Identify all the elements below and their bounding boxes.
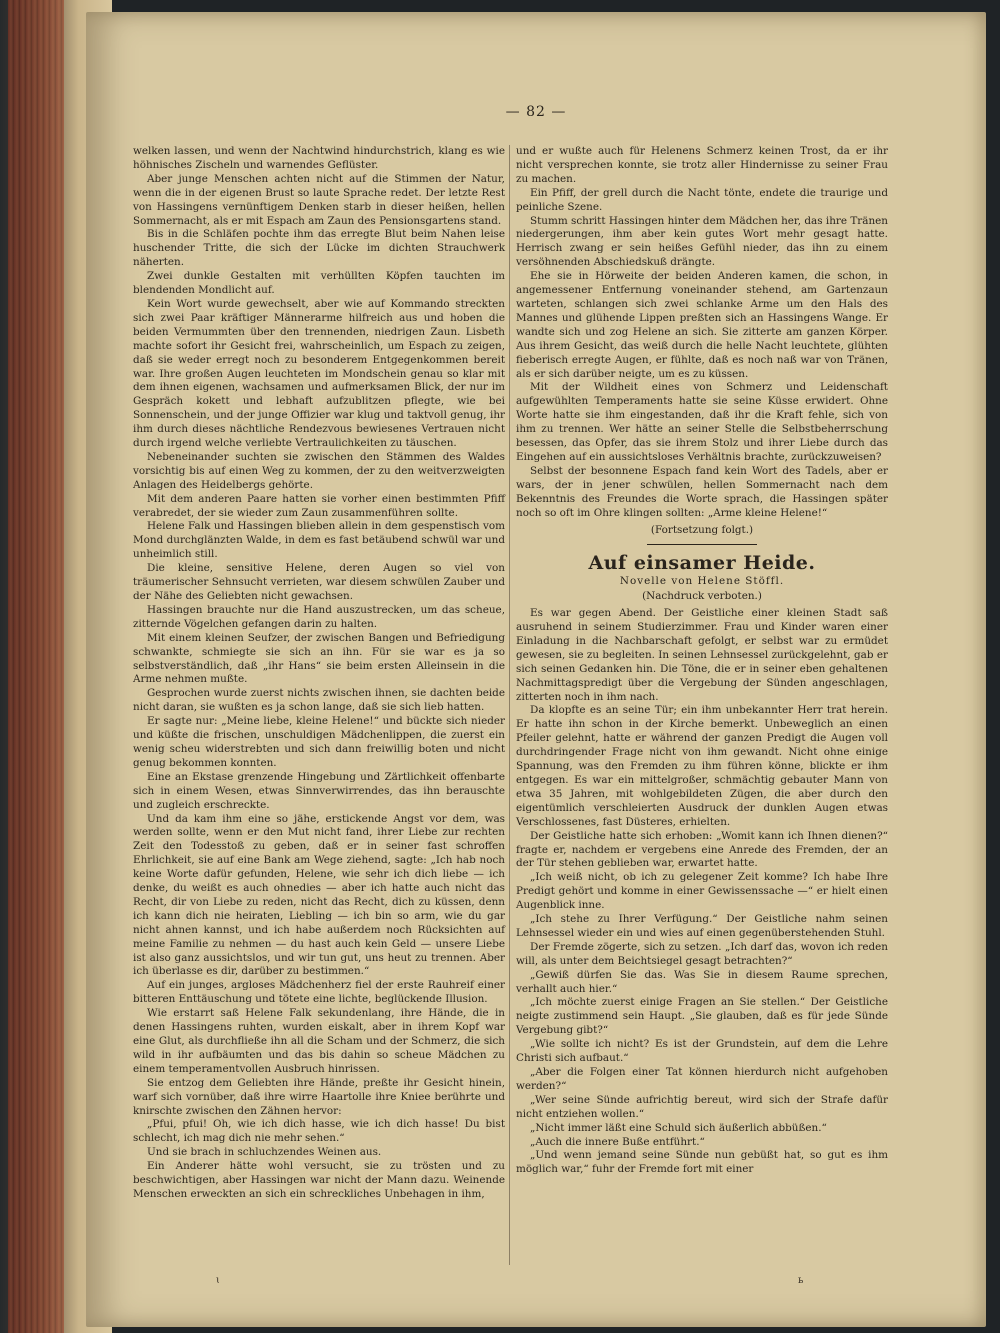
left-paragraph: Und sie brach in schluchzendes Weinen aus. <box>147 1146 382 1159</box>
right-paragraph: Ein Pfiff, der grell durch die Nacht tönte, endete die traurige und peinliche Szene. <box>516 186 888 213</box>
left-paragraph: Und da kam ihm eine so jähe, erstickende Angst vor dem, was werden sollte, wenn er den Mut nicht fand, ihrer Liebe zur rechten Zeit den Todesstoß zu geben, daß er in seiner fast schroffen Ehrlichkeit, sie auf eine Bank am Wege ziehend, sagte: „Ich hab noch keine Worte dafür gefunden, Helene, wie sehr ich dich liebe — ich denke, du weißt es auch ohnedies — aber ich hatte auch nicht das Recht, dir von Liebe zu reden, nicht das Recht, dich zu küssen, denn ich kann dich nie heiraten, Liebling — ich bin so arm, wie du gar nicht ahnen kannst, und ich habe außerdem noch Rücksichten auf meine Familie zu nehmen — du hast auch kein Geld — unsere Liebe ist also ganz aussichtslos, und wir tun gut, uns heut zu trennen. Aber ich überlasse es dir, darüber zu bestimmen.“ <box>133 812 505 978</box>
right-paragraph: Mit der Wildheit eines von Schmerz und Leidenschaft aufgewühlten Temperaments hatte sie seine Küsse erwidert. Ohne Worte hatte sie ihm eingestanden, daß ihr die Kraft fehle, sich von ihm zu trennen. Wer hätte an seiner Stelle die Selbstbeherrschung besessen, das Opfer, das sie ihrem Stolz und ihrer Liebe durch das Eingehen auf ein aussichtsloses Verhältnis brachte, zurückzuweisen? <box>516 381 888 463</box>
left-paragraph: Zwei dunkle Gestalten mit verhüllten Köpfen tauchten im blendenden Mondlicht auf. <box>133 270 505 297</box>
page-number: — 82 — <box>505 104 567 120</box>
story-paragraph: Der Fremde zögerte, sich zu setzen. „Ich darf das, wovon ich reden will, als unter dem Beichtsiegel gesagt betrachten?“ <box>516 940 888 967</box>
story-paragraph: „Ich stehe zu Ihrer Verfügung.“ Der Geistliche nahm seinen Lehnsessel wieder ein und wies auf einen gegenüberstehenden Stuhl. <box>516 913 888 939</box>
story-paragraph: „Wer seine Sünde aufrichtig bereut, wird sich der Strafe dafür nicht entziehen wollen.“ <box>516 1093 888 1120</box>
newspaper-page <box>86 12 986 1327</box>
left-paragraph: Ein Anderer hätte wohl versucht, sie zu trösten und zu beschwichtigen, aber Hassingen war nicht der Mann dazu. Weinende Menschen erweckten an sich ein schreckliches Unbehagen in ihm, <box>133 1160 505 1200</box>
left-paragraph: Gesprochen wurde zuerst nichts zwischen ihnen, sie dachten beide nicht daran, sie wußten es ja schon lange, daß sie sich lieb hatten. <box>133 687 505 714</box>
left-paragraph: Mit einem kleinen Seufzer, der zwischen Bangen und Befriedigung schwankte, schmiegte sie sich an ihn. Für sie war es ja so selbstverständlich, daß „ihr Hans“ sie beim ersten Alleinsein in die Arme nehmen mußte. <box>133 631 505 686</box>
footer-mark-left: ɩ <box>216 1275 220 1286</box>
column-divider <box>509 145 510 1265</box>
left-paragraph: Die kleine, sensitive Helene, deren Augen so viel von träumerischer Sehnsucht verrieten, war diesem schwülen Zauber und der Nähe des Geliebten nicht gewachsen. <box>133 562 505 602</box>
story-paragraph: Der Geistliche hatte sich erhoben: „Womit kann ich Ihnen dienen?“ fragte er, nachdem er vergebens eine Anrede des Fremden, der an der Tür stehen geblieben war, erwartet hatte. <box>516 829 888 870</box>
story-paragraph: „Ich weiß nicht, ob ich zu gelegener Zeit komme? Ich habe Ihre Predigt gehört und komme in einer Gewissenssache —“ er hielt einen Augenblick inne. <box>516 871 888 912</box>
story-paragraph: „Auch die innere Buße entführt.“ <box>530 1135 705 1148</box>
story-paragraph: Da klopfte es an seine Tür; ein ihm unbekannter Herr trat herein. Er hatte ihn schon in der Kirche bemerkt. Unbeweglich an einen Pfeiler gelehnt, hatte er während der ganzen Predigt die Augen voll durchdringender Frage nicht von ihm gewandt. Nicht ohne einige Spannung, was den Fremden zu ihm führen könne, blickte er ihm entgegen. Es war ein mittelgroßer, schmächtig gebauter Mann von etwa 35 Jahren, mit wohlgebildeten Zügen, die aber durch den eigentümlich verschleierten Ausdruck der dunklen Augen etwas Verschlossenes, fast Düsteres, erhielten. <box>516 704 888 828</box>
story-paragraph: „Ich möchte zuerst einige Fragen an Sie stellen.“ Der Geistliche neigte zustimmend sein Haupt. „Sie glauben, daß es für jede Sünde Vergebung gibt?“ <box>516 996 888 1037</box>
left-paragraph: Nebeneinander suchten sie zwischen den Stämmen des Waldes vorsichtig bis auf einen Weg zu kommen, der zu den weitverzweigten Anlagen des Heidelbergs gehörte. <box>133 450 505 491</box>
section-separator <box>647 544 757 545</box>
story-paragraph: „Wie sollte ich nicht? Es ist der Grundstein, auf dem die Lehre Christi sich aufbaut.“ <box>516 1038 888 1065</box>
right-paragraph: Selbst der besonnene Espach fand kein Wort des Tadels, aber er wars, der in jener schwülen, hellen Sommernacht nach dem Bekenntnis des Freundes die Worte sprach, die Hassingen später noch so oft im Ohre klingen sollten: „Arme kleine Helene!“ <box>516 464 888 519</box>
story-paragraph: Es war gegen Abend. Der Geistliche einer kleinen Stadt saß ausruhend in seinem Studierzimmer. Frau und Kinder waren einer Einladung in die Nachbarschaft gefolgt, er selbst war zu ermüdet gewesen, sie zu begleiten. In seinen Lehnsessel zurückgelehnt, gab er sich seinen Gedanken hin. Die Töne, die er in seiner eben gehaltenen Nachmittagspredigt über die Vergebung der Sünden angeschlagen, zitterten noch in ihm nach. <box>516 607 888 703</box>
story-paragraph: „Gewiß dürfen Sie das. Was Sie in diesem Raume sprechen, verhallt auch hier.“ <box>516 968 888 995</box>
left-paragraph: Wie erstarrt saß Helene Falk sekundenlang, ihre Hände, die in denen Hassingens ruhten, wurden eiskalt, aber in ihrem Kopf war eine Glut, als durchfließe ihn all die Scham und der Schmerz, die sich wild in ihr aufbäumten und das bis dahin so scheue Mädchen zu einem temperamentvollen Ausbruch hinrissen. <box>133 1007 505 1075</box>
left-paragraph: welken lassen, und wenn der Nachtwind hindurchstrich, klang es wie höhnisches Zischeln und warnendes Geflüster. <box>133 145 505 171</box>
story-subtitle: Novelle von Helene Stöffl. <box>619 575 785 588</box>
spine-strip <box>8 0 64 1333</box>
footer-mark-right: ь <box>798 1275 804 1286</box>
continued-label: (Fortsetzung folgt.) <box>650 524 754 537</box>
right-paragraph: Ehe sie in Hörweite der beiden Anderen kamen, die schon, in angemessener Entfernung voneinander stehend, am Gartenzaun warteten, schlangen sich zwei schlanke Arme um den Hals des Mannes und glühende Lippen preßten sich an Hassingens Wange. Er wandte sich und zog Helene an sich. Sie zitterte am ganzen Körper. Aus ihrem Gesicht, das weiß durch die helle Nacht leuchtete, glühten fieberisch erregte Augen, er fühlte, daß es noch naß war von Tränen, als er sich darüber neigte, um es zu küssen. <box>516 270 888 380</box>
right-column <box>516 145 888 1177</box>
left-paragraph: Auf ein junges, argloses Mädchenherz fiel der erste Rauhreif einer bitteren Enttäuschung und tötete eine lichte, beglückende Illusion. <box>133 979 505 1006</box>
left-paragraph: Sie entzog dem Geliebten ihre Hände, preßte ihr Gesicht hinein, warf sich vornüber, daß ihre wirre Haartolle ihre Kniee berührte und knirschte zwischen den Zähnen hervor: <box>133 1076 505 1117</box>
story-paragraph: „Aber die Folgen einer Tat können hierdurch nicht aufgehoben werden?“ <box>516 1066 888 1092</box>
left-paragraph: Bis in die Schläfen pochte ihm das erregte Blut beim Nahen leise huschender Tritte, die sich der Lücke im dichten Strauchwerk näherten. <box>133 228 505 269</box>
story-paragraph: „Nicht immer läßt eine Schuld sich äußerlich abbüßen.“ <box>530 1121 827 1134</box>
left-paragraph: Kein Wort wurde gewechselt, aber wie auf Kommando streckten sich zwei Paar kräftiger Männerarme hilfreich aus und hoben die beiden Vermummten über den trennenden, niedrigen Zaun. Lisbeth machte sofort ihr Gesicht frei, wahrscheinlich, um Espach zu zeigen, daß sie weder erregt noch zu besonderem Entgegenkommen bereit war. Ihre großen Augen leuchteten im Mondschein genau so klar mit dem ihnen eigenen, wachsamen und aufmerksamen Blick, der nur im Gespräch kokett und lebhaft aufzublitzen pflegte, wie bei Sonnenschein, und der junge Offizier war klug und taktvoll genug, ihr ihm durch dieses nächtliche Rendezvous bewiesenes Vertrauen nicht durch irgend welche verliebte Vertraulichkeiten zu täuschen. <box>133 297 505 450</box>
right-paragraph: Stumm schritt Hassingen hinter dem Mädchen her, das ihre Tränen niedergerungen, ihm aber kein gutes Wort mehr gesagt hatte. Herrisch zwang er sein heißes Gefühl nieder, das ihn zu einem versöhnenden Abschiedskuß drängte. <box>516 214 888 269</box>
right-paragraph: und er wußte auch für Helenens Schmerz keinen Trost, da er ihr nicht versprechen konnte, sie trotz aller Hindernisse zu seiner Frau zu machen. <box>516 145 888 185</box>
story-title: Auf einsamer Heide. <box>588 552 816 575</box>
story-paragraph: „Und wenn jemand seine Sünde nun gebüßt hat, so gut es ihm möglich war,“ fuhr der Fremde fort mit einer <box>516 1149 888 1176</box>
left-paragraph: Hassingen brauchte nur die Hand auszustrecken, um das scheue, zitternde Vögelchen gefangen darin zu halten. <box>133 603 505 630</box>
story-note: (Nachdruck verboten.) <box>642 590 762 603</box>
left-paragraph: „Pfui, pfui! Oh, wie ich dich hasse, wie ich dich hasse! Du bist schlecht, ich mag dich nie mehr sehen.“ <box>133 1118 505 1145</box>
left-paragraph: Eine an Ekstase grenzende Hingebung und Zärtlichkeit offenbarte sich in einem Wesen, etwas Sinnverwirrendes, das ihn berauschte und zugleich erschreckte. <box>133 770 505 811</box>
left-paragraph: Helene Falk und Hassingen blieben allein in dem gespenstisch vom Mond durchglänzten Walde, in dem es fast betäubend schwül war und unheimlich still. <box>133 520 505 561</box>
left-paragraph: Er sagte nur: „Meine liebe, kleine Helene!“ und bückte sich nieder und küßte die frischen, unschuldigen Mädchenlippen, die zuerst ein wenig scheu widerstrebten und sich dann freiwillig boten und nicht genug bekommen konnten. <box>133 715 505 769</box>
left-column <box>133 145 505 1202</box>
left-paragraph: Mit dem anderen Paare hatten sie vorher einen bestimmten Pfiff verabredet, der sie wieder zum Zaun zusammenführen sollte. <box>133 492 505 519</box>
left-paragraph: Aber junge Menschen achten nicht auf die Stimmen der Natur, wenn die in der eigenen Brust so laute Sprache redet. Der letzte Rest von Hassingens vernünftigem Denken starb in dieser heißen, hellen Sommernacht, als er mit Espach am Zaun des Pensionsgartens stand. <box>133 172 505 227</box>
